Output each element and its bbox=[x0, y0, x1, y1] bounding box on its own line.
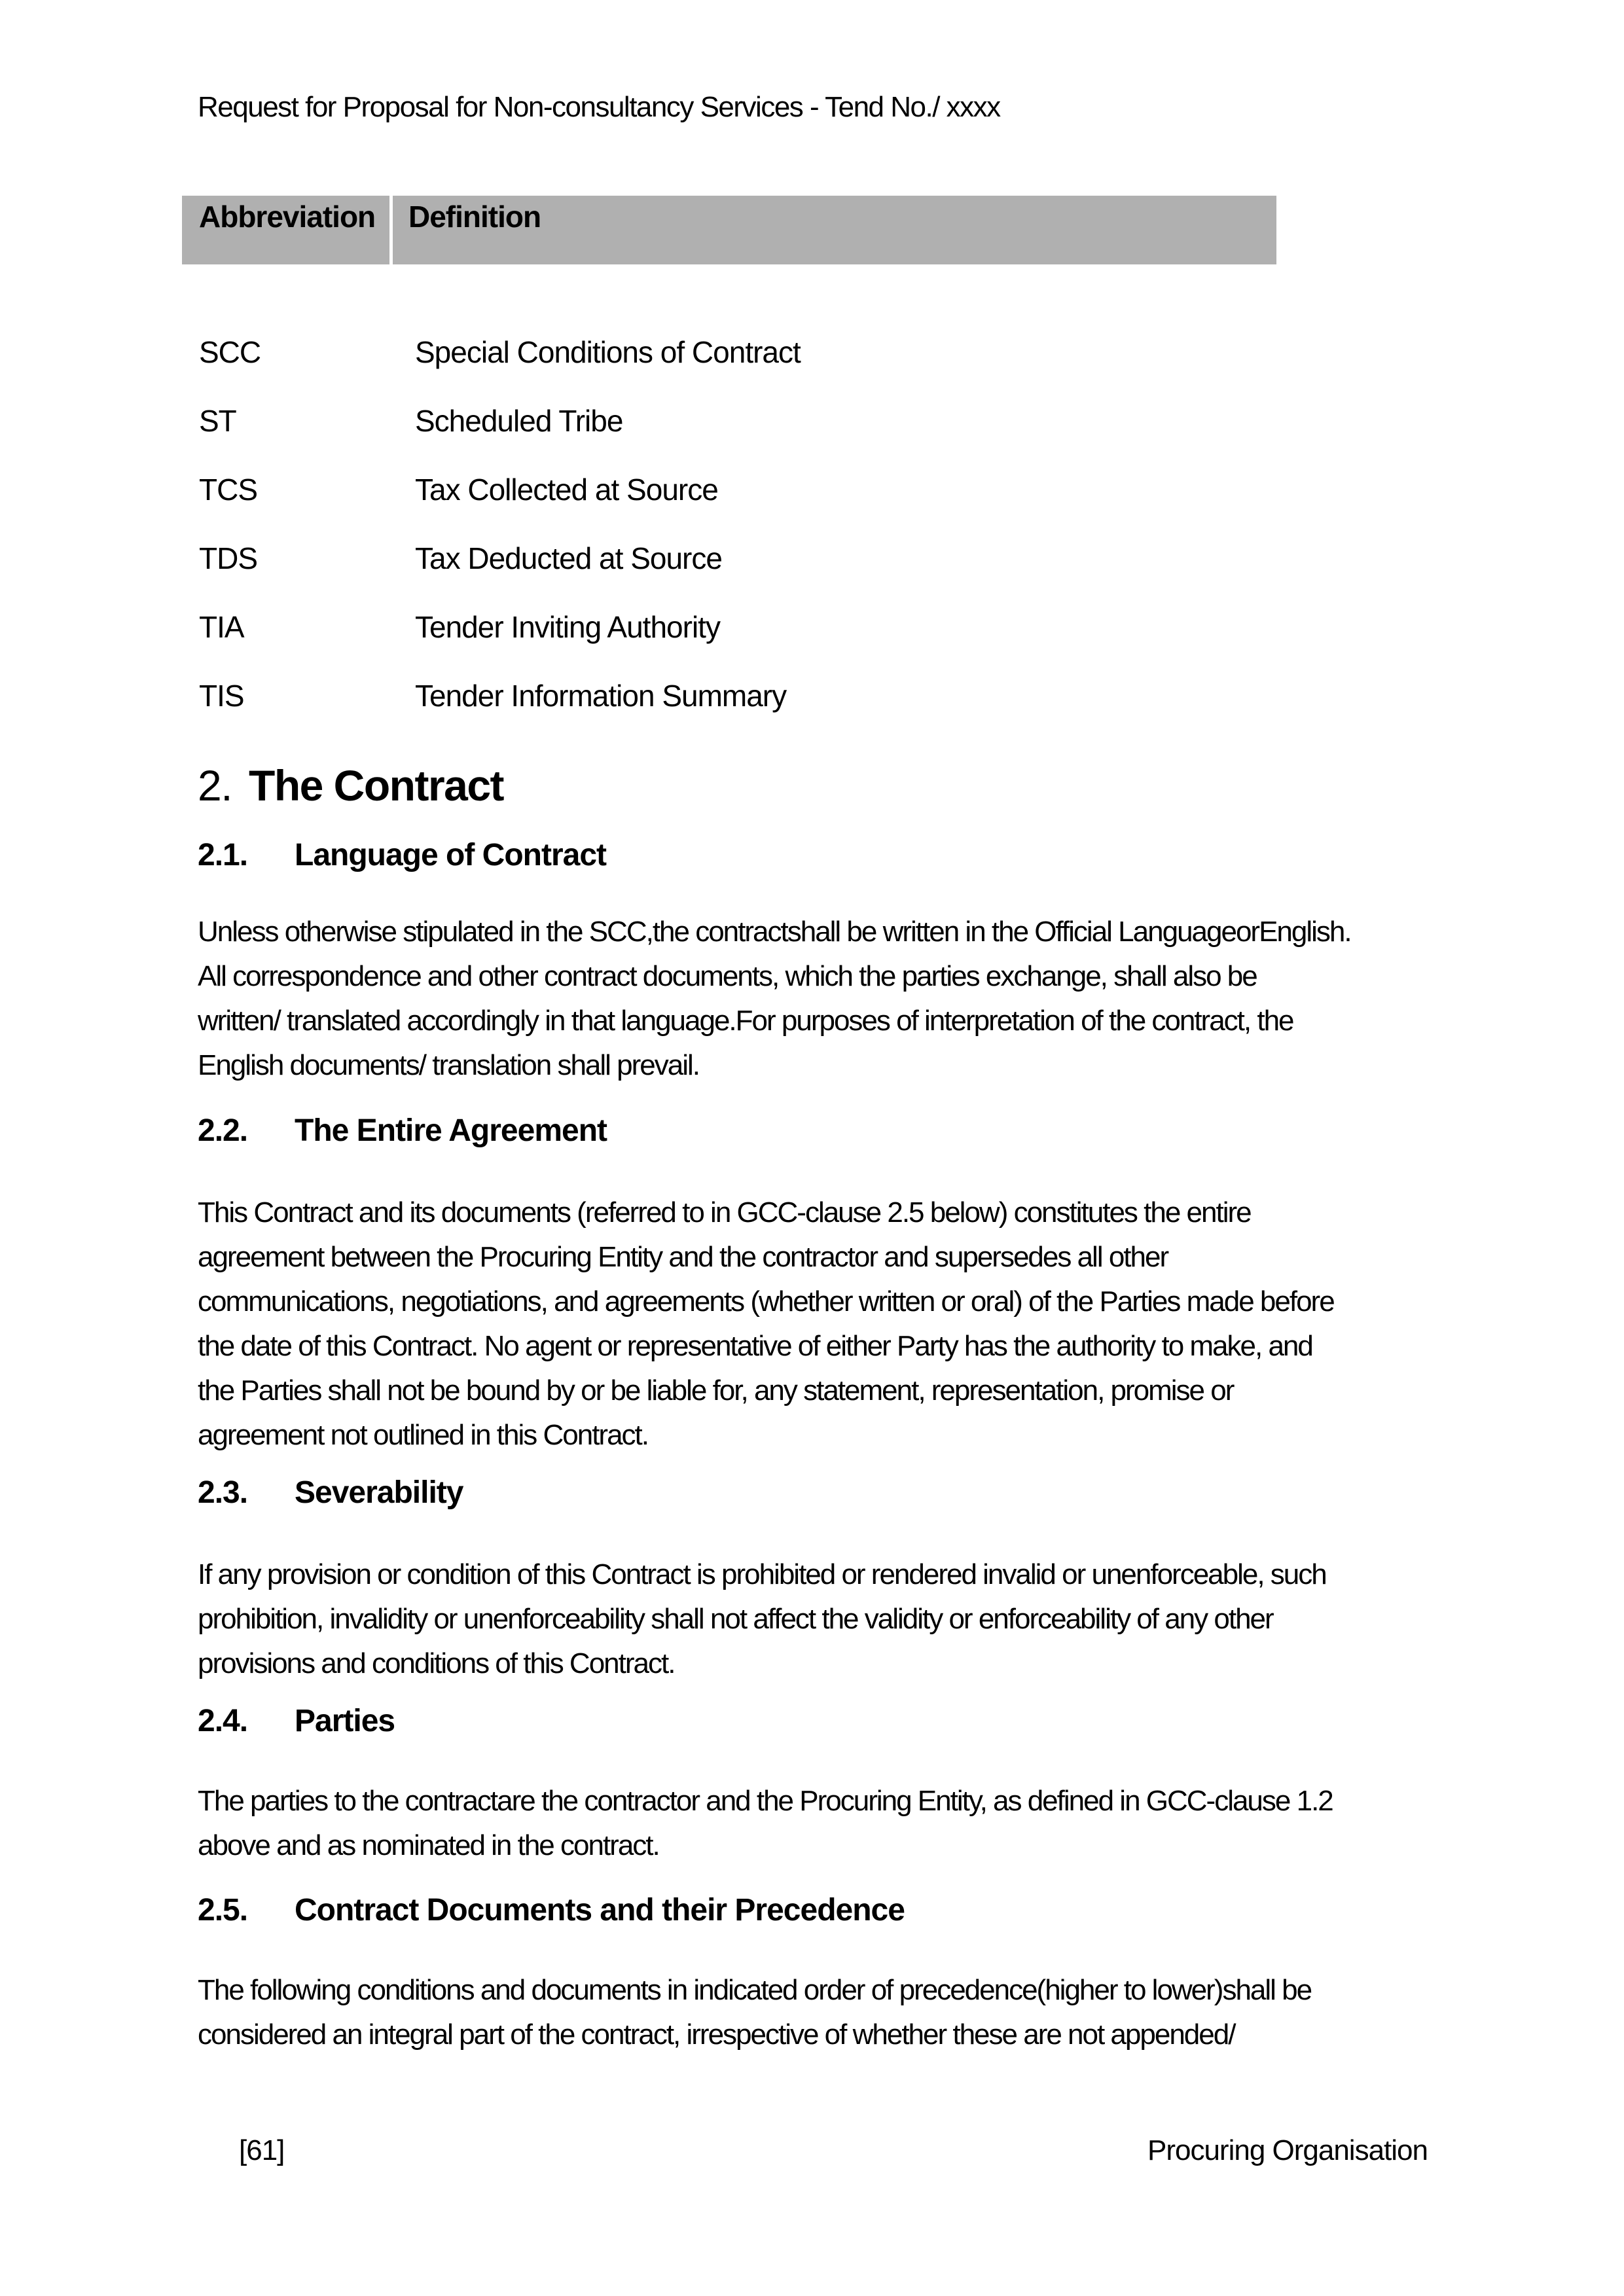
abbreviation-cell: TIS bbox=[199, 679, 244, 713]
definition-cell: Scheduled Tribe bbox=[415, 404, 623, 438]
section-heading-2-4 bbox=[198, 1702, 395, 1741]
definition-cell: Special Conditions of Contract bbox=[415, 335, 801, 369]
definition-cell: Tax Collected at Source bbox=[415, 473, 718, 507]
paragraph-line: above and as nominated in the contract. bbox=[198, 1829, 659, 1861]
paragraph-line: If any provision or condition of this Contract is prohibited or rendered invalid or unenforceable, such bbox=[198, 1558, 1326, 1590]
paragraph-line: the Parties shall not be bound by or be liable for, any statement, representation, promise or bbox=[198, 1374, 1234, 1407]
section-number: 2.2. bbox=[198, 1113, 248, 1148]
chapter-heading bbox=[198, 759, 503, 812]
paragraph-line: English documents/ translation shall prevail. bbox=[198, 1049, 700, 1081]
paragraph-line: prohibition, invalidity or unenforceability shall not affect the validity or enforceability of any other bbox=[198, 1603, 1273, 1635]
paragraph-line: provisions and conditions of this Contract. bbox=[198, 1647, 675, 1679]
abbreviation-cell: ST bbox=[199, 404, 236, 438]
chapter-title: The Contract bbox=[249, 761, 504, 810]
paragraph-line: The parties to the contractare the contractor and the Procuring Entity, as defined in GCC-clause 1.2 bbox=[198, 1785, 1333, 1817]
section-number: 2.3. bbox=[198, 1475, 248, 1510]
paragraph-line: agreement not outlined in this Contract. bbox=[198, 1419, 649, 1451]
paragraph-line: considered an integral part of the contract, irrespective of whether these are not appended/ bbox=[198, 2018, 1235, 2051]
section-title: Parties bbox=[295, 1704, 395, 1738]
section-heading-2-3 bbox=[198, 1473, 463, 1513]
definition-cell: Tender Information Summary bbox=[415, 679, 787, 713]
section-paragraph-2-1 bbox=[198, 910, 1351, 1088]
abbreviation-cell: TDS bbox=[199, 541, 257, 575]
abbreviation-cell: SCC bbox=[199, 335, 261, 369]
paragraph-line: The following conditions and documents in indicated order of precedence(higher to lower)shall be bbox=[198, 1974, 1312, 2006]
abbreviation-cell: TCS bbox=[199, 473, 257, 507]
column-header-definition: Definition bbox=[408, 200, 541, 234]
section-paragraph-2-3 bbox=[198, 1552, 1326, 1686]
section-number: 2.4. bbox=[198, 1704, 248, 1738]
footer-organisation: Procuring Organisation bbox=[1147, 2134, 1428, 2166]
definition-cell: Tender Inviting Authority bbox=[415, 610, 720, 644]
section-title: Language of Contract bbox=[295, 838, 607, 872]
abbreviation-cell: TIA bbox=[199, 610, 244, 644]
section-heading-2-2 bbox=[198, 1111, 607, 1151]
abbreviations-table bbox=[182, 196, 1276, 264]
section-heading-2-1 bbox=[198, 836, 606, 875]
section-number: 2.1. bbox=[198, 838, 248, 872]
footer-page-number: [61] bbox=[239, 2134, 285, 2166]
section-number: 2.5. bbox=[198, 1893, 248, 1928]
section-heading-2-5 bbox=[198, 1891, 905, 1930]
section-title: Contract Documents and their Precedence bbox=[295, 1893, 905, 1928]
section-paragraph-2-5 bbox=[198, 1968, 1311, 2057]
abbreviations-table-header-row bbox=[182, 196, 1276, 264]
section-title: Severability bbox=[295, 1475, 463, 1510]
section-paragraph-2-2 bbox=[198, 1191, 1334, 1458]
section-paragraph-2-4 bbox=[198, 1779, 1333, 1868]
chapter-number: 2. bbox=[198, 761, 232, 810]
paragraph-line: agreement between the Procuring Entity and the contractor and supersedes all other bbox=[198, 1241, 1168, 1273]
paragraph-line: All correspondence and other contract documents, which the parties exchange, shall also be bbox=[198, 960, 1257, 992]
paragraph-line: written/ translated accordingly in that language.For purposes of interpretation of the contract, the bbox=[198, 1005, 1293, 1037]
paragraph-line: This Contract and its documents (referred to in GCC-clause 2.5 below) constitutes the entire bbox=[198, 1196, 1251, 1229]
paragraph-line: Unless otherwise stipulated in the SCC,the contractshall be written in the Official LanguageorEnglish. bbox=[198, 916, 1351, 948]
page-header-title: Request for Proposal for Non-consultancy Services - Tend No./ xxxx bbox=[198, 91, 1000, 123]
section-title: The Entire Agreement bbox=[295, 1113, 607, 1148]
column-header-abbreviation: Abbreviation bbox=[182, 196, 393, 264]
definition-cell: Tax Deducted at Source bbox=[415, 541, 722, 575]
paragraph-line: communications, negotiations, and agreements (whether written or oral) of the Parties made before bbox=[198, 1285, 1334, 1318]
paragraph-line: the date of this Contract. No agent or representative of either Party has the authority to make, and bbox=[198, 1330, 1312, 1362]
